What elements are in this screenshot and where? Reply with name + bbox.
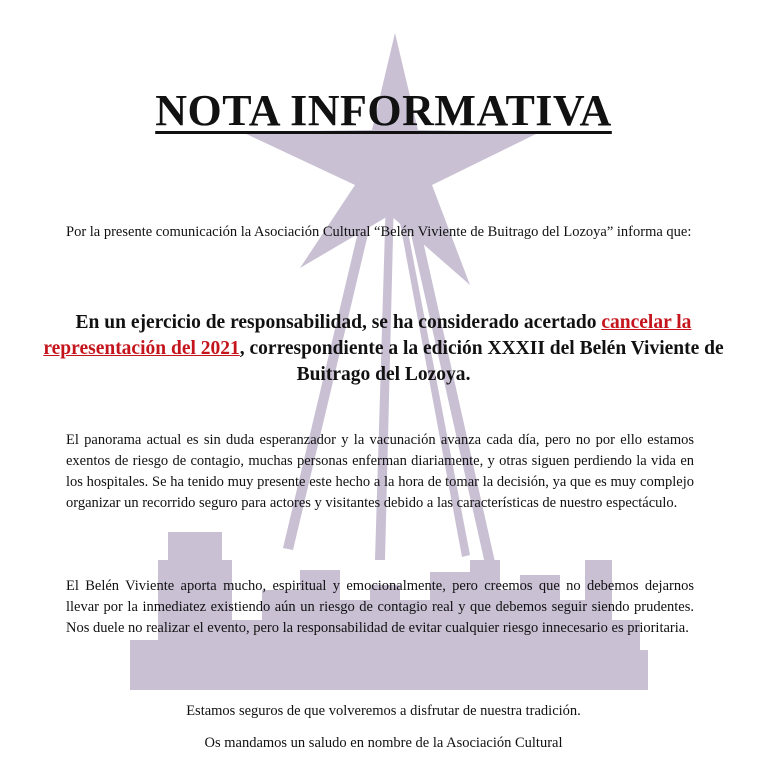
announcement-paragraph — [40, 310, 727, 388]
intro-paragraph: Por la presente comunicación la Asociación Cultural “Belén Viviente de Buitrago del Lozoya” informa que: — [66, 224, 692, 240]
announcement-highlight: cancelar la representación del 2021 — [43, 312, 692, 359]
announcement-end: . — [465, 364, 471, 385]
body-paragraph-1: El panorama actual es sin duda esperanzador y la vacunación avanza cada día, pero no por ello estamos exentos de riesgo de contagio, muchas personas enferman diariamente, y otras siguen perdiendo la vida en los hospitales. Se ha tenido muy presente este hecho a la hora de tomar la decisión, ya que es muy complejo organizar un recorrido seguro para actores y visitantes debido a las características de nuestro espectáculo. — [66, 432, 694, 511]
announcement-part1: En un ejercicio de responsabilidad, se ha considerado acertado — [75, 312, 602, 333]
body-paragraph-2: El Belén Viviente aporta mucho, espiritual y emocionalmente, pero creemos que no debemos dejarnos llevar por la inmediatez existiendo aún un riesgo de contagio real y que debemos seguir siendo prudentes. Nos duele no realizar el evento, pero la responsabilidad de evitar cualquier riesgo innecesario es prioritaria. — [66, 578, 694, 636]
page-title: NOTA INFORMATIVA — [155, 86, 612, 135]
closing-line-1: Estamos seguros de que volveremos a disfrutar de nuestra tradición. — [186, 703, 581, 719]
closing-line-2: Os mandamos un saludo en nombre de la Asociación Cultural — [204, 735, 563, 751]
announcement-part2: , correspondiente a la edición XXXII del Belén Viviente de Buitrago del Lozoya — [239, 338, 724, 385]
